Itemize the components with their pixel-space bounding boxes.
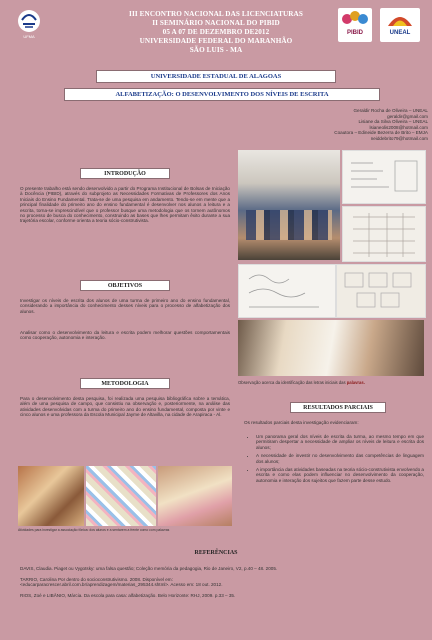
- objetivos-title: OBJETIVOS: [107, 283, 143, 289]
- reference-3: RIOS, Zoé e LIBÂNIO, Márcia. Da escola para casa: alfabetização. Belo Horizonte: RHJ, 2009. p.33 – 35.: [20, 592, 236, 598]
- metodologia-photo-1: [18, 466, 84, 526]
- reference-1: DAVIS, Claudia. Piaget ou Vygotsky: uma falsa questão; Coleção memória da pedagogia, Rio de Janeiro, V2, p.40 – 48. 2005.: [20, 566, 278, 571]
- pibid-emblem-icon: [338, 8, 372, 30]
- intro-title: INTRODUÇÃO: [104, 171, 146, 177]
- classroom-photo-desks: [246, 210, 332, 240]
- referencias-title: REFERÊNCIAS: [194, 550, 238, 556]
- poster-title: ALFABETIZAÇÃO: O DESENVOLVIMENTO DOS NÍVEIS DE ESCRITA: [115, 91, 329, 98]
- header-line-5: SÃO LUIS - MA: [189, 46, 243, 54]
- metodologia-photo-2: [86, 466, 156, 526]
- pibid-logo-text: PIBID: [346, 30, 363, 36]
- photo-caption-emph: palavras.: [346, 380, 365, 385]
- pibid-logo: [338, 8, 372, 42]
- writing-sheet-photo-2: [342, 206, 426, 262]
- author-1: Geraldir Rocha de Oliveira – UNEAL: [353, 108, 428, 113]
- poster-header: [0, 0, 432, 68]
- university-name: UNIVERSIDADE ESTADUAL DE ALAGOAS: [150, 73, 282, 80]
- reference-2-line-2: <educarparacrescer.abril.com.br/aprendizagem/materias_295344.shtml>. Acesso em: 18 out. 2012.: [20, 582, 223, 588]
- objetivos-text-2: Analisar como o desenvolvimento da leitura e escrita podem melhorar questões comportamentais como cooperação, autonomia e interação.: [20, 330, 230, 341]
- metodologia-caption: Atividades para investigar a associação fônica: dos alunos e a sentarem a frente como com palavras: [18, 528, 170, 532]
- students-activity-photo: [238, 320, 424, 376]
- author-2-email: lsianeolis2008@hotmail.com: [369, 124, 428, 130]
- reference-2: [20, 577, 424, 588]
- resultado-item: • Um panorama geral dos níveis de escrita da turma, ao mesmo tempo em que permitiram despertar a necessidade de ampliar os níveis de leitura e escrita dos alunos;: [256, 434, 424, 450]
- author-2: Lisiane da Silva Oliveira – UNEAL: [358, 119, 428, 125]
- writing-sheet-photo-4: [336, 264, 426, 318]
- letters-sketch-icon: [239, 265, 335, 317]
- resultado-item: • A necessidade de investir no desenvolvimento das competências de linguagem dos alunos;: [256, 453, 424, 464]
- uneal-logo-text: UNEAL: [389, 30, 411, 36]
- uneal-emblem-icon: [380, 8, 420, 30]
- resultados-list: [246, 434, 424, 530]
- reference-2-line-1: TARRIO, Carolina Por dentro do socioconstrutivismo. 2008. Disponível em:: [20, 576, 173, 582]
- ufma-logo-text: UFMA: [23, 34, 35, 39]
- resultados-title: RESULTADOS PARCIAIS: [303, 405, 373, 411]
- objetivos-title-box: [80, 280, 170, 291]
- header-line-2: II SEMINÁRIO NACIONAL DO PIBID: [152, 19, 280, 27]
- author-1-email: geraldir@gmail.com: [387, 113, 428, 119]
- writing-sheet-photo-3: [238, 264, 336, 318]
- resultado-item: • A importância das atividades baseadas na teoria sócio-construtivista envolvendo a escrita e como elas podem influenciar no desenvolvimento da cooperação, autonomia e interação dos sujeitos que fazem parte desse estudo.: [256, 467, 424, 483]
- photo-caption: [238, 380, 426, 385]
- authors-block: [230, 108, 428, 148]
- referencias-block: [20, 566, 424, 634]
- metodologia-photo-3: [158, 466, 232, 526]
- author-3-email: neiddebrito79@hotmail.com: [370, 135, 428, 141]
- intro-title-box: [80, 168, 170, 179]
- metodologia-title-box: [80, 378, 170, 389]
- classroom-photo: [238, 150, 340, 260]
- title-bar: [64, 88, 380, 101]
- uneal-logo: [380, 8, 420, 42]
- sheet-sketch-icon: [343, 151, 425, 203]
- metodologia-title: METODOLOGIA: [101, 381, 149, 387]
- university-bar: [96, 70, 336, 83]
- objetivos-text-1: Investigar os níveis de escrita dos alunos de uma turma de primeiro ano do ensino fundamental, considerando a importância do conhecimento desses níveis para o processo de alfabetização dos alunos.: [20, 298, 230, 314]
- photo-caption-text: Observação acerca da identificação das letras iniciais das: [238, 380, 347, 385]
- header-line-4: UNIVERSIDADE FEDERAL DO MARANHÃO: [139, 37, 293, 45]
- intro-text: O presente trabalho está sendo desenvolvido a partir do Programa Institucional de Bolsas de Iniciação à Docência (PIBID), através do subprojeto as Necessidades Formativas de Professores dos Anos Iniciais do Ensino Fundamental. Trata-se de uma pesquisa em andamento. Tendo-se em mente que a principal finalidade do primeiro ano do ensino fundamental é desenvolver nos alunos a leitura e a escrita, torna-se imprescindível que o professor busque uma metodologia que os tornem autônomos no processo de busca do conhecimento, construindo as bases que lhes permitam êxito durante a sua trajetória escolar, conforme orienta a teoria sócio-construtivista.: [20, 186, 230, 224]
- resultados-title-box: [290, 402, 386, 413]
- resultados-intro: Os resultados parciais desta investigação evidenciaram:: [244, 420, 359, 425]
- header-line-3: 05 A 07 DE DEZEMBRO DE2012: [162, 28, 270, 36]
- header-line-1: III ENCONTRO NACIONAL DAS LICENCIATURAS: [129, 10, 303, 18]
- cards-sketch-icon: [337, 265, 425, 317]
- writing-sheet-photo-1: [342, 150, 426, 204]
- sheet-grid-icon: [343, 207, 425, 261]
- metodologia-text: Para o desenvolvimento desta pesquisa, foi realizada uma pesquisa bibliográfica sobre a temática, além de uma pesquisa de campo, que consistiu na observação e, posteriormente, na análise das atividades desenvolvidas com a turma do primeiro ano do ensino fundamental, composta por vinte e cinco alunos e uma professora da Escola Municipal Jayme de Altavilla, na cidade de Arapiraca - Al.: [20, 396, 230, 418]
- author-3: Coautora – Edineide Bezerra de Brito – EMJA: [334, 130, 428, 136]
